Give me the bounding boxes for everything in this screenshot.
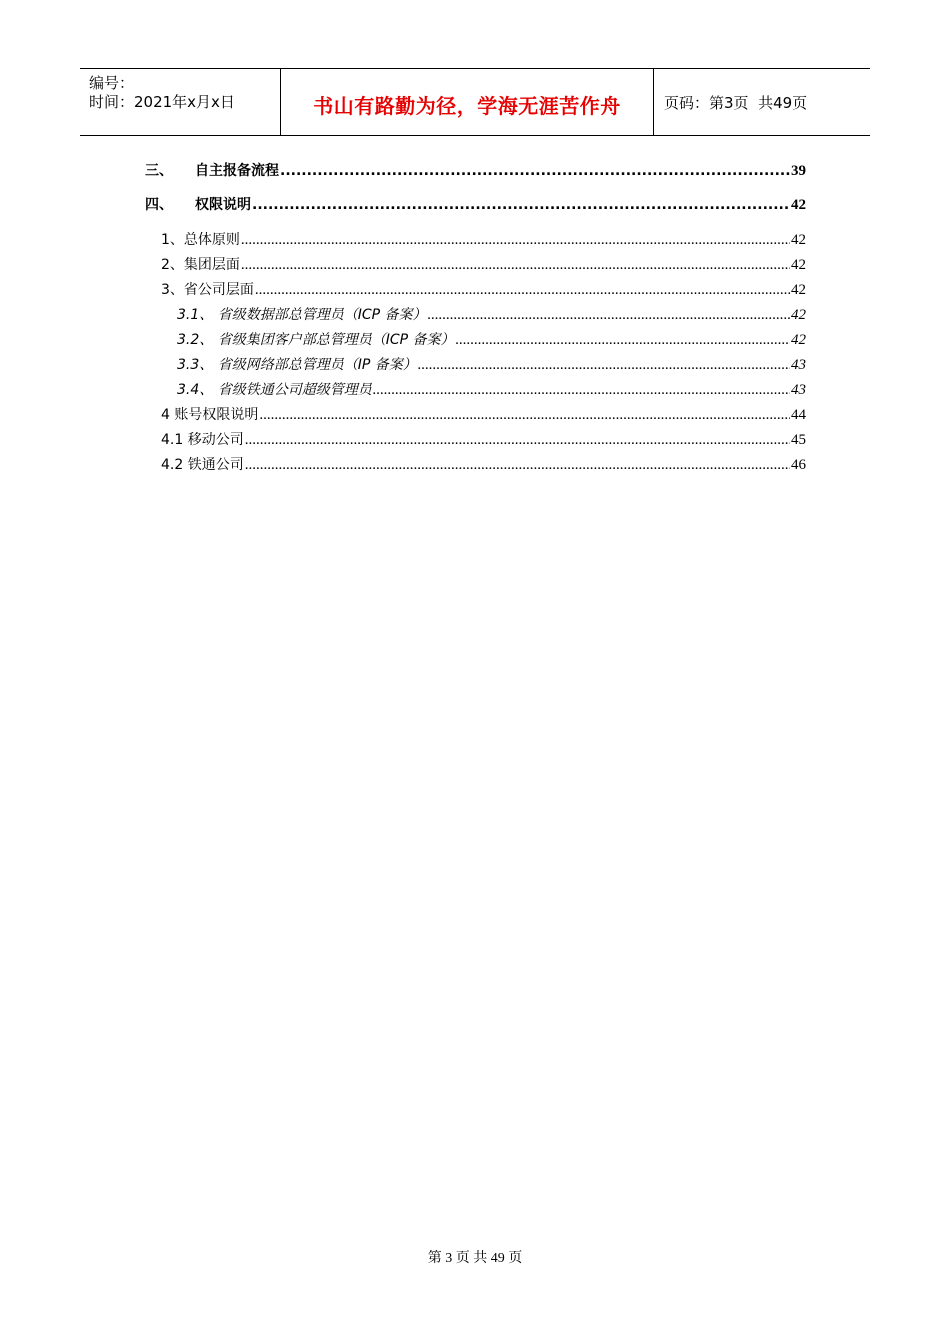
document-date-label: 时间：2021年x月x日 bbox=[89, 93, 235, 111]
toc-dot-leader bbox=[373, 380, 790, 400]
toc-entry[interactable] bbox=[161, 255, 806, 275]
header-page-info: 页码：第3页 共49页 bbox=[664, 93, 808, 112]
toc-entry[interactable] bbox=[161, 430, 806, 450]
toc-entry[interactable] bbox=[161, 230, 806, 250]
toc-entry-page: 42 bbox=[791, 332, 806, 348]
toc-entry[interactable] bbox=[177, 305, 806, 325]
toc-dot-leader bbox=[280, 161, 790, 181]
footer-page-number: 第 3 页 共 49 页 bbox=[427, 1251, 523, 1266]
toc-entry-title: 3、省公司层面 bbox=[161, 282, 254, 298]
toc-entry-page: 42 bbox=[791, 257, 806, 273]
header-page-cell bbox=[654, 69, 870, 135]
toc-entry[interactable] bbox=[161, 455, 806, 475]
toc-entry-title: 4.2 铁通公司 bbox=[161, 457, 244, 473]
toc-entry-page: 42 bbox=[791, 232, 806, 248]
toc-dot-leader bbox=[259, 405, 790, 425]
toc-entry-title: 自主报备流程 bbox=[195, 163, 279, 179]
header-motto: 书山有路勤为径，学海无涯苦作舟 bbox=[313, 93, 621, 118]
toc-entry-page: 42 bbox=[791, 197, 806, 213]
toc-entry[interactable] bbox=[177, 380, 806, 400]
toc-dot-leader bbox=[252, 195, 790, 215]
toc-entry-title: 3.3、 省级网络部总管理员（IP 备案） bbox=[177, 357, 417, 373]
toc-entry-title: 4 账号权限说明 bbox=[161, 407, 259, 423]
toc-entry[interactable] bbox=[177, 355, 806, 375]
toc-entry[interactable] bbox=[145, 161, 806, 181]
header-motto-cell bbox=[281, 69, 654, 135]
toc-entry[interactable] bbox=[177, 330, 806, 350]
toc-dot-leader bbox=[245, 455, 790, 475]
toc-entry-title: 3.2、 省级集团客户部总管理员（ICP 备案） bbox=[177, 332, 455, 348]
page-footer bbox=[0, 1247, 950, 1267]
toc-dot-leader bbox=[255, 280, 790, 300]
page-header bbox=[80, 68, 870, 136]
toc-entry-number: 三、 bbox=[145, 163, 173, 179]
toc-dot-leader bbox=[456, 330, 790, 350]
document-number-label: 编号： bbox=[89, 74, 135, 92]
toc-entry-page: 46 bbox=[791, 457, 806, 473]
toc-entry[interactable] bbox=[161, 405, 806, 425]
toc-entry-page: 42 bbox=[791, 307, 806, 323]
toc-dot-leader bbox=[418, 355, 790, 375]
toc-dot-leader bbox=[428, 305, 790, 325]
toc-entry-title: 2、集团层面 bbox=[161, 257, 240, 273]
toc-entry-title: 1、总体原则 bbox=[161, 232, 240, 248]
toc-entry[interactable] bbox=[145, 195, 806, 215]
toc-entry-title: 4.1 移动公司 bbox=[161, 432, 244, 448]
header-meta-cell bbox=[80, 69, 281, 135]
toc-dot-leader bbox=[241, 230, 790, 250]
toc-entry-page: 43 bbox=[791, 382, 806, 398]
toc-entry[interactable] bbox=[161, 280, 806, 300]
toc-entry-page: 44 bbox=[791, 407, 806, 423]
toc-entry-number: 四、 bbox=[145, 197, 173, 213]
toc-dot-leader bbox=[245, 430, 790, 450]
toc-entry-page: 42 bbox=[791, 282, 806, 298]
toc-entry-title: 权限说明 bbox=[195, 197, 251, 213]
toc-entry-title: 3.4、 省级铁通公司超级管理员 bbox=[177, 382, 372, 398]
toc-dot-leader bbox=[241, 255, 790, 275]
toc-entry-page: 45 bbox=[791, 432, 806, 448]
toc-entry-title: 3.1、 省级数据部总管理员（ICP 备案） bbox=[177, 307, 427, 323]
toc-entry-page: 43 bbox=[791, 357, 806, 373]
toc-entry-page: 39 bbox=[791, 163, 806, 179]
